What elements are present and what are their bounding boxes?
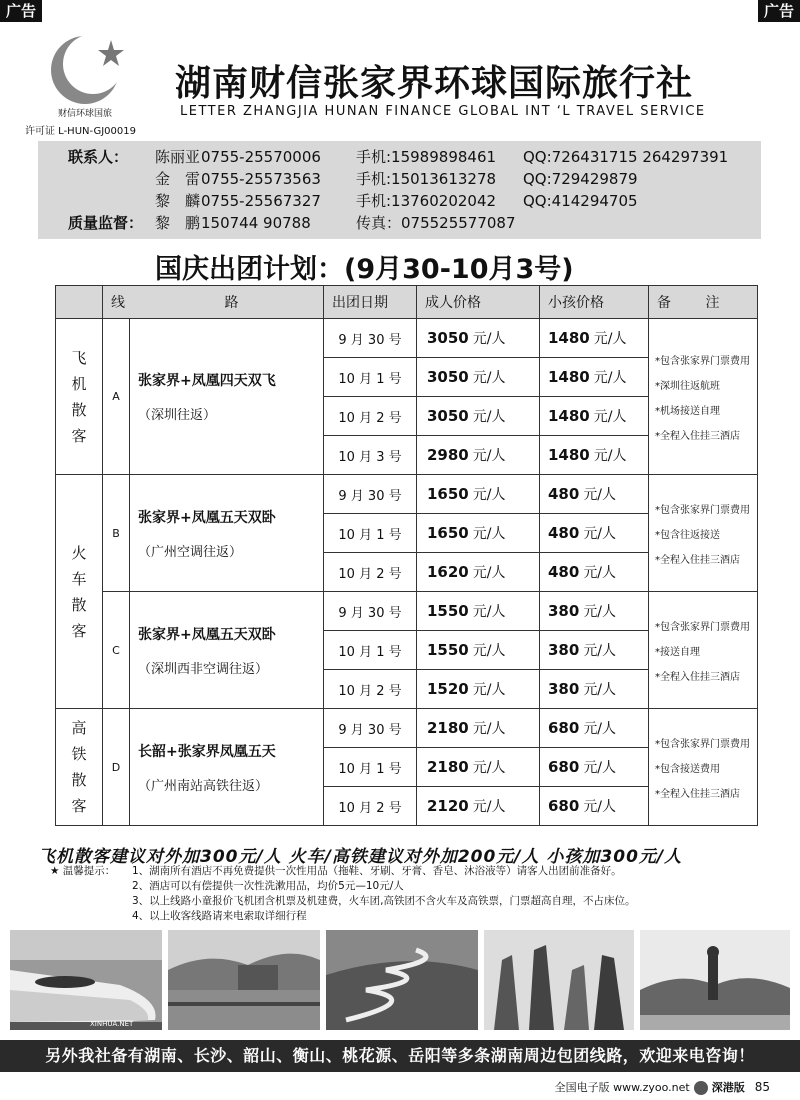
tianmen-winding-road-photo	[326, 930, 478, 1030]
child-price-value: 480	[548, 485, 580, 503]
child-price	[540, 319, 649, 358]
note-item: *接送自理	[655, 646, 700, 658]
adult-price-value: 3050	[427, 329, 469, 347]
route-title: 张家界+凤凰四天双飞	[138, 373, 276, 389]
category-cell	[56, 319, 103, 475]
child-price-value: 1480	[548, 368, 590, 386]
route-cell	[130, 475, 324, 592]
contact-qq: QQ:726431715 264297391	[523, 148, 729, 166]
departure-date: 10 月 1 号	[324, 748, 417, 787]
ad-tag-right: 广告	[758, 0, 800, 22]
departure-date: 10 月 1 号	[324, 514, 417, 553]
departure-date: 9 月 30 号	[324, 319, 417, 358]
category-cell	[56, 709, 103, 826]
price-unit: 元/人	[472, 526, 506, 542]
departure-date: 10 月 1 号	[324, 631, 417, 670]
category-char: 客	[71, 426, 87, 445]
child-price	[540, 709, 649, 748]
note-item: *包含张家界门票费用	[655, 504, 750, 516]
child-price	[540, 553, 649, 592]
table-row	[56, 319, 758, 358]
tip-item: 2、酒店可以有偿提供一次性洗漱用品，均价5元—10元/人	[132, 880, 404, 892]
adult-price-value: 1620	[427, 563, 469, 581]
contact-qq: QQ:729429879	[523, 170, 638, 188]
departure-date: 10 月 2 号	[324, 787, 417, 826]
adult-price-value: 1650	[427, 485, 469, 503]
note-item: *包含张家界门票费用	[655, 738, 750, 750]
tips-label: ★ 温馨提示：	[50, 865, 116, 877]
price-unit: 元/人	[593, 409, 627, 425]
adult-price-value: 2180	[427, 758, 469, 776]
adult-price	[417, 709, 540, 748]
note-item: *全程入住挂三酒店	[655, 430, 740, 442]
footer-banner: 另外我社备有湖南、长沙、韶山、衡山、桃花源、岳阳等多条湖南周边包团线路，欢迎来电咨询！	[0, 1040, 800, 1072]
child-price-value: 380	[548, 680, 580, 698]
table-row	[56, 475, 758, 514]
table-header-row	[56, 286, 758, 319]
tip-item: 4、以上收客线路请来电索取详细行程	[132, 910, 307, 922]
header-date: 出团日期	[324, 286, 417, 319]
adult-price	[417, 436, 540, 475]
edition-icon	[694, 1081, 708, 1095]
departure-date: 10 月 1 号	[324, 358, 417, 397]
header-adult-price: 成人价格	[417, 286, 540, 319]
price-unit: 元/人	[472, 643, 506, 659]
header-route-b: 路	[224, 295, 239, 311]
child-price-value: 680	[548, 797, 580, 815]
price-unit: 元/人	[583, 721, 617, 737]
child-price	[540, 748, 649, 787]
price-unit: 元/人	[472, 760, 506, 776]
price-unit: 元/人	[472, 721, 506, 737]
contact-phone: 0755-25570006	[201, 148, 321, 166]
price-unit: 元/人	[583, 760, 617, 776]
header-route	[103, 286, 324, 319]
tips-section	[50, 864, 636, 924]
statue-monument-photo	[640, 930, 790, 1030]
quality-name: 黎 鹏	[155, 214, 201, 232]
category-char: 车	[71, 569, 87, 588]
adult-price-value: 1520	[427, 680, 469, 698]
contact-qq: QQ:414294705	[523, 192, 638, 210]
notes-cell	[649, 592, 758, 709]
price-unit: 元/人	[583, 799, 617, 815]
adult-price	[417, 358, 540, 397]
adult-price	[417, 475, 540, 514]
notes-cell	[649, 475, 758, 592]
route-cell	[130, 592, 324, 709]
route-code: A	[103, 319, 130, 475]
category-char: 飞	[71, 348, 87, 367]
contact-mobile: 手机:13760202042	[356, 192, 497, 210]
child-price-value: 1480	[548, 329, 590, 347]
adult-price	[417, 748, 540, 787]
price-unit: 元/人	[593, 448, 627, 464]
adult-price	[417, 631, 540, 670]
adult-price-value: 3050	[427, 407, 469, 425]
departure-date: 10 月 2 号	[324, 670, 417, 709]
departure-date: 9 月 30 号	[324, 475, 417, 514]
price-unit: 元/人	[593, 331, 627, 347]
price-unit: 元/人	[472, 370, 506, 386]
child-price	[540, 397, 649, 436]
quality-label: 质量监督：	[68, 214, 144, 232]
adult-price-value: 1550	[427, 641, 469, 659]
tip-item: 3、以上线路小童报价飞机团含机票及机建费，火车团,高铁团不含火车及高铁票，门票超高自理，不占床位。	[132, 895, 636, 907]
price-unit: 元/人	[583, 682, 617, 698]
adult-price	[417, 319, 540, 358]
photo-strip	[10, 930, 790, 1030]
adult-price-value: 1650	[427, 524, 469, 542]
table-row	[56, 709, 758, 748]
category-char: 客	[71, 621, 87, 640]
route-code: B	[103, 475, 130, 592]
price-unit: 元/人	[583, 526, 617, 542]
route-title: 长韶+张家界凤凰五天	[138, 743, 276, 760]
child-price-value: 1480	[548, 446, 590, 464]
notes-cell	[649, 319, 758, 475]
price-unit: 元/人	[472, 331, 506, 347]
child-price-value: 680	[548, 758, 580, 776]
route-title: 张家界+凤凰五天双卧	[138, 509, 276, 526]
departure-date: 10 月 2 号	[324, 553, 417, 592]
adult-price-value: 2120	[427, 797, 469, 815]
adult-price	[417, 514, 540, 553]
category-char: 客	[71, 797, 87, 815]
child-price-value: 480	[548, 524, 580, 542]
price-unit: 元/人	[583, 643, 617, 659]
contact-box	[38, 141, 761, 239]
route-title: 张家界+凤凰五天双卧	[138, 626, 276, 643]
quality-row	[38, 212, 761, 234]
contact-label: 联系人：	[68, 148, 129, 166]
route-cell	[130, 709, 324, 826]
header-notes	[649, 286, 758, 319]
company-logo	[40, 30, 130, 119]
departure-date: 10 月 3 号	[324, 436, 417, 475]
price-unit: 元/人	[583, 487, 617, 503]
license-number: 许可证 L-HUN-GJ00019	[25, 126, 136, 137]
note-item: *包含接送费用	[655, 763, 720, 775]
route-code: D	[103, 709, 130, 826]
note-item: *包含张家界门票费用	[655, 621, 750, 633]
quality-phone: 150744 90788	[201, 214, 311, 232]
child-price-value: 480	[548, 563, 580, 581]
price-unit: 元/人	[472, 799, 506, 815]
child-price	[540, 631, 649, 670]
price-unit: 元/人	[472, 409, 506, 425]
plan-title: 国庆出团计划：(9月30-10月3号)	[155, 254, 574, 285]
child-price	[540, 670, 649, 709]
markup-slogan: 飞机散客建议对外加300元/人 火车/高铁建议对外加200元/人 小孩加300元/人	[38, 847, 683, 867]
route-transport: （广州空调往返）	[138, 544, 243, 560]
child-price-value: 1480	[548, 407, 590, 425]
child-price	[540, 514, 649, 553]
contact-row-1	[38, 146, 761, 168]
departure-date: 9 月 30 号	[324, 592, 417, 631]
price-unit: 元/人	[593, 370, 627, 386]
footer-site[interactable]: 全国电子版 www.zyoo.net	[554, 1081, 690, 1094]
table-row	[56, 592, 758, 631]
note-item: *深圳往返航班	[655, 380, 720, 392]
contact-phone: 0755-25573563	[201, 170, 321, 188]
header-route-a: 线	[111, 295, 125, 311]
note-item: *包含张家界门票费用	[655, 355, 750, 367]
zhangjiajie-peaks-photo	[484, 930, 634, 1030]
adult-price-value: 2980	[427, 446, 469, 464]
note-item: *全程入住挂三酒店	[655, 554, 740, 566]
route-transport: （深圳往返）	[138, 408, 217, 423]
category-char: 铁	[71, 745, 87, 763]
note-item: *包含往返接送	[655, 529, 720, 541]
adult-price-value: 1550	[427, 602, 469, 620]
adult-price-value: 3050	[427, 368, 469, 386]
departure-date: 9 月 30 号	[324, 709, 417, 748]
header-note-a: 备	[657, 295, 671, 311]
adult-price	[417, 553, 540, 592]
contact-row-2	[38, 168, 761, 190]
header-child-price: 小孩价格	[540, 286, 649, 319]
departure-date: 10 月 2 号	[324, 397, 417, 436]
contact-row-3	[38, 190, 761, 212]
category-char: 散	[71, 595, 87, 614]
adult-price	[417, 592, 540, 631]
fax-number: 传真：075525577087	[356, 214, 516, 232]
ad-tag-left: 广告	[0, 0, 42, 22]
price-unit: 元/人	[583, 565, 617, 581]
contact-name: 陈丽亚	[155, 148, 201, 166]
page-number: 85	[754, 1080, 770, 1094]
header-category	[56, 286, 103, 319]
adult-price	[417, 397, 540, 436]
contact-name: 黎 麟	[155, 192, 201, 210]
price-unit: 元/人	[472, 565, 506, 581]
child-price	[540, 436, 649, 475]
page-footer	[555, 1079, 770, 1095]
category-char: 火	[71, 543, 87, 562]
route-transport: （广州南站高铁往返）	[138, 778, 269, 794]
adult-price-value: 2180	[427, 719, 469, 737]
fenghuang-town-photo	[168, 930, 320, 1030]
child-price	[540, 358, 649, 397]
contact-phone: 0755-25567327	[201, 192, 321, 210]
header-note-b: 注	[705, 295, 720, 311]
contact-mobile: 手机:15013613278	[356, 170, 497, 188]
child-price	[540, 787, 649, 826]
notes-cell	[649, 709, 758, 826]
note-item: *机场接送自理	[655, 405, 720, 417]
price-unit: 元/人	[472, 487, 506, 503]
contact-name: 金 雷	[155, 170, 201, 188]
child-price	[540, 592, 649, 631]
child-price-value: 380	[548, 602, 580, 620]
schedule-table	[55, 285, 758, 826]
tip-item: 1、湖南所有酒店不再免费提供一次性用品（拖鞋、牙刷、牙膏、香皂、沐浴液等）请客人出团前准备好。	[132, 865, 622, 877]
footer-edition: 深港版	[711, 1081, 745, 1094]
price-unit: 元/人	[583, 604, 617, 620]
category-char: 散	[71, 400, 87, 419]
photo-watermark: XINHUA.NET	[90, 1020, 134, 1028]
contact-mobile: 手机:15989898461	[356, 148, 497, 166]
price-unit: 元/人	[472, 682, 506, 698]
category-cell	[56, 475, 103, 709]
adult-price	[417, 670, 540, 709]
adult-price	[417, 787, 540, 826]
price-unit: 元/人	[472, 604, 506, 620]
company-english-name: LETTER ZHANGJIA HUNAN FINANCE GLOBAL INT ‘L TRAVEL SERVICE	[180, 104, 706, 119]
category-char: 散	[71, 771, 87, 789]
child-price	[540, 475, 649, 514]
note-item: *全程入住挂三酒店	[655, 788, 740, 800]
company-name: 湖南财信张家界环球国际旅行社	[175, 63, 694, 104]
note-item: *全程入住挂三酒店	[655, 671, 740, 683]
category-char: 机	[71, 374, 87, 393]
crescent-star-icon	[45, 30, 125, 110]
route-cell	[130, 319, 324, 475]
route-transport: （深圳西非空调往返）	[138, 661, 269, 677]
high-speed-train-photo	[10, 930, 162, 1030]
child-price-value: 680	[548, 719, 580, 737]
child-price-value: 380	[548, 641, 580, 659]
price-unit: 元/人	[472, 448, 506, 464]
route-code: C	[103, 592, 130, 709]
category-char: 高	[71, 719, 87, 737]
logo-name: 财信环球国旅	[57, 109, 112, 119]
